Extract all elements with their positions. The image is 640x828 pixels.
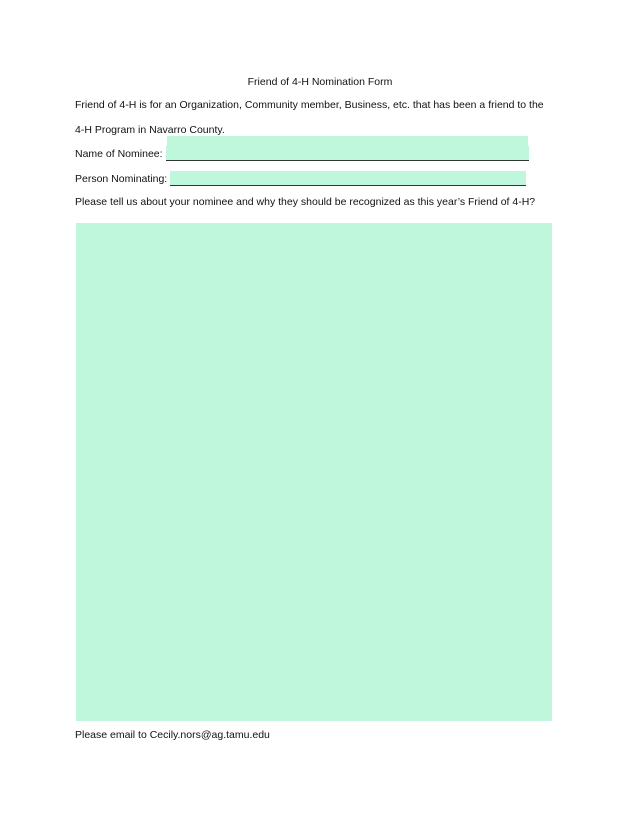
nominee-name-input[interactable] [166, 146, 529, 161]
nominee-row [75, 146, 529, 161]
intro-text-line-1: Friend of 4-H is for an Organization, Community member, Business, etc. that has been a friend to the [75, 99, 544, 111]
nomination-reason-textarea[interactable] [76, 223, 552, 721]
nomination-question: Please tell us about your nominee and why they should be recognized as this year’s Friend of 4-H? [75, 196, 536, 208]
nominating-row [75, 171, 526, 186]
email-instructions: Please email to Cecily.nors@ag.tamu.edu [75, 729, 270, 741]
person-nominating-input[interactable] [170, 171, 526, 186]
nominee-label: Name of Nominee: [75, 148, 163, 160]
intro-text-line-2: 4-H Program in Navarro County. [75, 124, 225, 136]
nominee-field-highlight [167, 136, 528, 146]
form-title: Friend of 4-H Nomination Form [247, 76, 393, 88]
nominating-label: Person Nominating: [75, 173, 168, 185]
